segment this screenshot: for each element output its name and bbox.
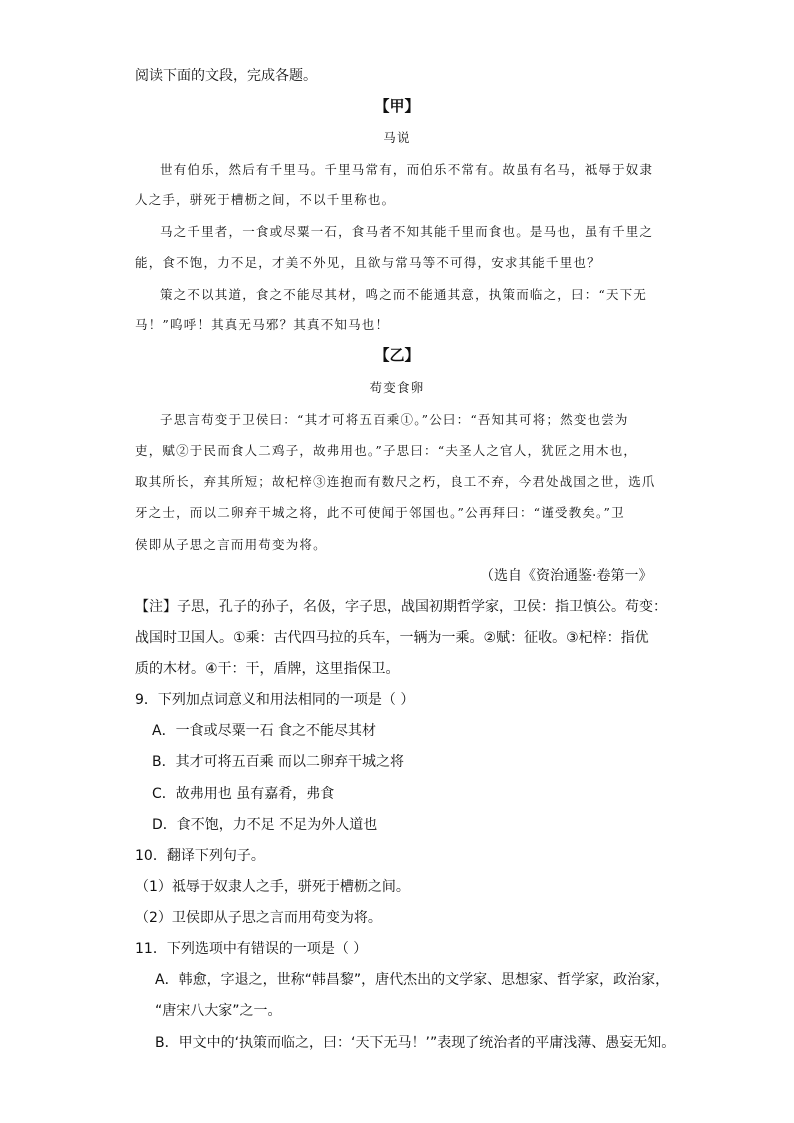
passage-a-line: 人之手，骈死于槽枥之间，不以千里称也。 bbox=[135, 192, 396, 207]
passage-b-title: 苟变食卵 bbox=[369, 380, 425, 395]
instructions: 阅读下面的文段，完成各题。 bbox=[135, 68, 317, 84]
passage-a-label: 【甲】 bbox=[374, 97, 420, 115]
passage-b-line: 侯即从子思之言而用苟变为将。 bbox=[135, 537, 327, 552]
passage-b-line: 子思言苟变于卫侯曰：“其才可将五百乘①。”公曰：“吾知其可将；然变也尝为 bbox=[160, 412, 629, 427]
passage-b-line: 吏，赋②于民而食人二鸡子，故弗用也。”子思曰：“夫圣人之官人，犹匠之用木也， bbox=[135, 443, 638, 458]
question-11-stem: 11．下列选项中有错误的一项是（ ） bbox=[135, 941, 368, 957]
passage-a-line: 能，食不饱，力不足，才美不外见，且欲与常马等不可得，安求其能千里也？ bbox=[135, 255, 601, 270]
question-10-item: （1）祗辱于奴隶人之手，骈死于槽枥之间。 bbox=[135, 879, 410, 895]
passage-a-title: 马说 bbox=[383, 130, 411, 145]
question-10-stem: 10．翻译下列句子。 bbox=[135, 848, 265, 864]
notes-line: 战国时卫国人。①乘：古代四马拉的兵车，一辆为一乘。②赋：征收。③杞梓：指优 bbox=[135, 630, 649, 646]
source-citation: （选自《资治通鉴·卷第一》 bbox=[480, 568, 653, 584]
passage-a-line: 策之不以其道，食之不能尽其材，鸣之而不能通其意，执策而临之，曰：“天下无 bbox=[160, 287, 648, 302]
passage-a-line: 马之千里者，一食或尽粟一石，食马者不知其能千里而食也。是马也，虽有千里之 bbox=[160, 224, 654, 239]
notes-line: 质的木材。④干：干，盾牌，这里指保卫。 bbox=[135, 661, 400, 677]
question-10-item: （2）卫侯即从子思之言而用苟变为将。 bbox=[135, 910, 382, 926]
question-11-option: B．甲文中的‘执策而临之，曰：‘天下无马！’”表现了统治者的平庸浅薄、愚妄无知。 bbox=[155, 1035, 676, 1051]
notes-line: 【注】子思，孔子的孙子，名伋，字子思，战国初期哲学家，卫侯：指卫慎公。苟变： bbox=[135, 599, 667, 615]
question-9-stem: 9．下列加点词意义和用法相同的一项是（ ） bbox=[135, 692, 415, 708]
passage-a-line: 世有伯乐，然后有千里马。千里马常有，而伯乐不常有。故虽有名马，祗辱于奴隶 bbox=[160, 162, 654, 177]
passage-a-line: 马！”呜呼！其真无马邪？其真不知马也！ bbox=[135, 317, 390, 332]
question-11-option: A．韩愈，字退之，世称“韩昌黎”，唐代杰出的文学家、思想家、哲学家，政治家， bbox=[155, 972, 670, 988]
question-9-option: B．其才可将五百乘 而以二卵弃干城之将 bbox=[152, 754, 405, 770]
question-9-option: C．故弗用也 虽有嘉肴，弗食 bbox=[152, 786, 335, 802]
question-9-option: A．一食或尽粟一石 食之不能尽其材 bbox=[152, 723, 377, 739]
passage-b-label: 【乙】 bbox=[374, 346, 420, 364]
passage-b-line: 取其所长，弃其所短；故杞梓③连抱而有数尺之朽，良工不弃，今君处战国之世，选爪 bbox=[135, 474, 656, 489]
passage-b-line: 牙之士，而以二卵弃干城之将，此不可使闻于邻国也。”公再拜曰：“谨受教矣。”卫 bbox=[135, 505, 625, 520]
question-9-option: D．食不饱，力不足 不足为外人道也 bbox=[152, 817, 378, 833]
question-11-option: “唐宋八大家”之一。 bbox=[155, 1003, 282, 1019]
